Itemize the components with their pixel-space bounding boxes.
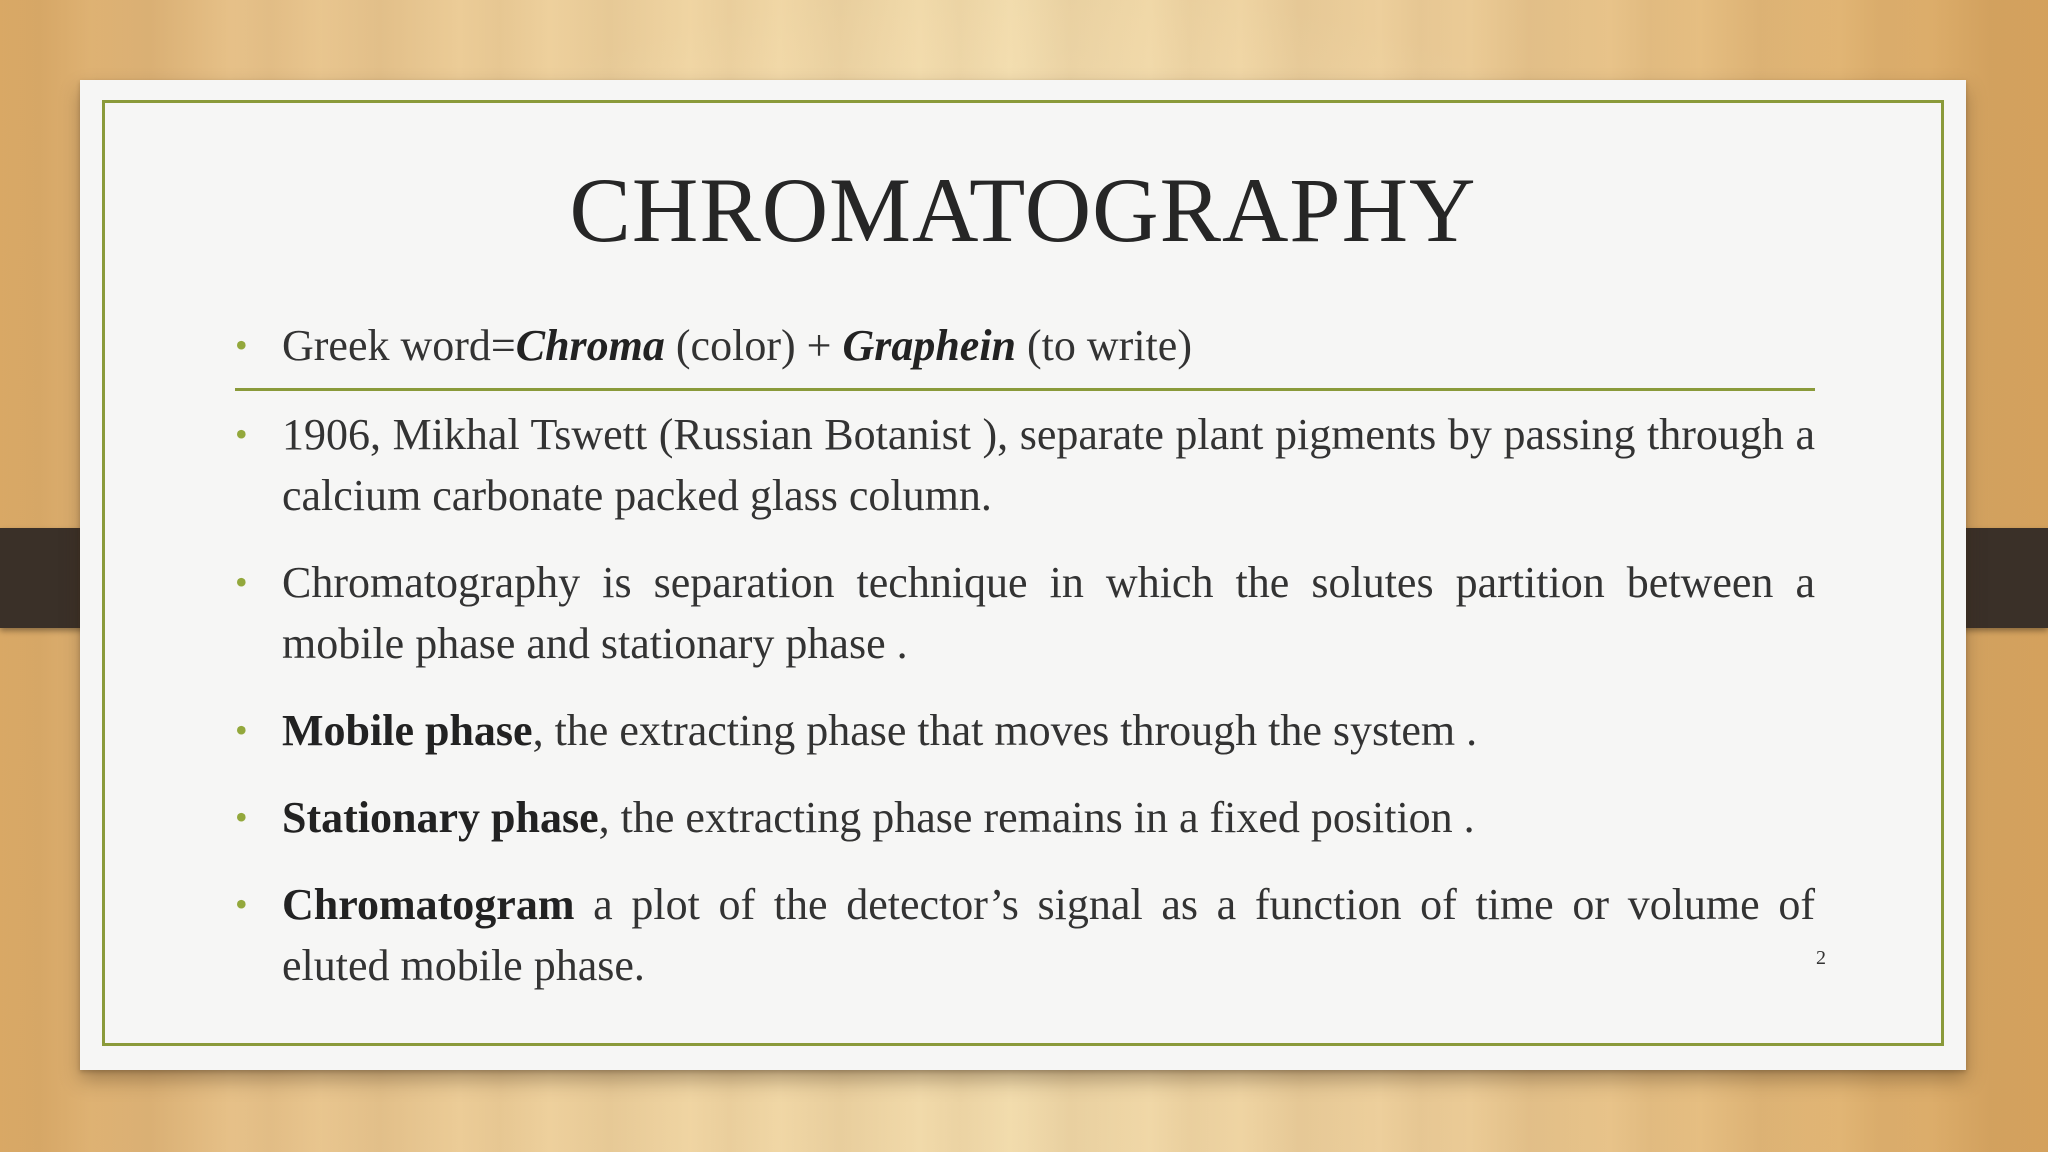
term-chroma: Chroma	[515, 321, 665, 370]
bullet-icon: •	[235, 325, 248, 365]
term-stationary-phase: Stationary phase	[282, 793, 599, 842]
bullet-list	[235, 315, 1815, 1022]
bullet-text: , the extracting phase that moves through the system .	[532, 706, 1478, 755]
bullet-text: 1906, Mikhal Tswett (Russian Botanist ), separate plant pigments by passing through a calcium carbonate packed glass column.	[282, 410, 1815, 520]
slide	[80, 80, 1966, 1070]
bullet-item-chromatogram	[235, 874, 1815, 996]
bullet-icon: •	[235, 710, 248, 750]
bullet-text: , the extracting phase remains in a fixed position .	[598, 793, 1475, 842]
bullet-icon: •	[235, 562, 248, 602]
bullet-icon: •	[235, 414, 248, 454]
bullet-icon: •	[235, 884, 248, 924]
page-number: 2	[1816, 947, 1826, 969]
divider-line	[235, 388, 1815, 391]
slide-title: CHROMATOGRAPHY	[569, 159, 1477, 261]
bullet-icon: •	[235, 797, 248, 837]
bullet-item-history	[235, 404, 1815, 526]
bullet-item-stationary-phase	[235, 787, 1815, 848]
bullet-item-definition	[235, 552, 1815, 674]
etymology-suffix: (to write)	[1016, 321, 1192, 370]
bullet-item-etymology	[235, 315, 1815, 388]
etymology-prefix: Greek word=	[282, 321, 516, 370]
term-graphein: Graphein	[842, 321, 1017, 370]
term-chromatogram: Chromatogram	[282, 880, 575, 929]
bullet-item-mobile-phase	[235, 700, 1815, 761]
term-mobile-phase: Mobile phase	[282, 706, 533, 755]
etymology-mid: (color) +	[664, 321, 843, 370]
bullet-text: Chromatography is separation technique in which the solutes partition between a mobile phase and stationary phase .	[282, 558, 1815, 668]
bullet-text: a plot of the detector’s signal as a function of time or volume of eluted mobile phase.	[282, 880, 1815, 990]
